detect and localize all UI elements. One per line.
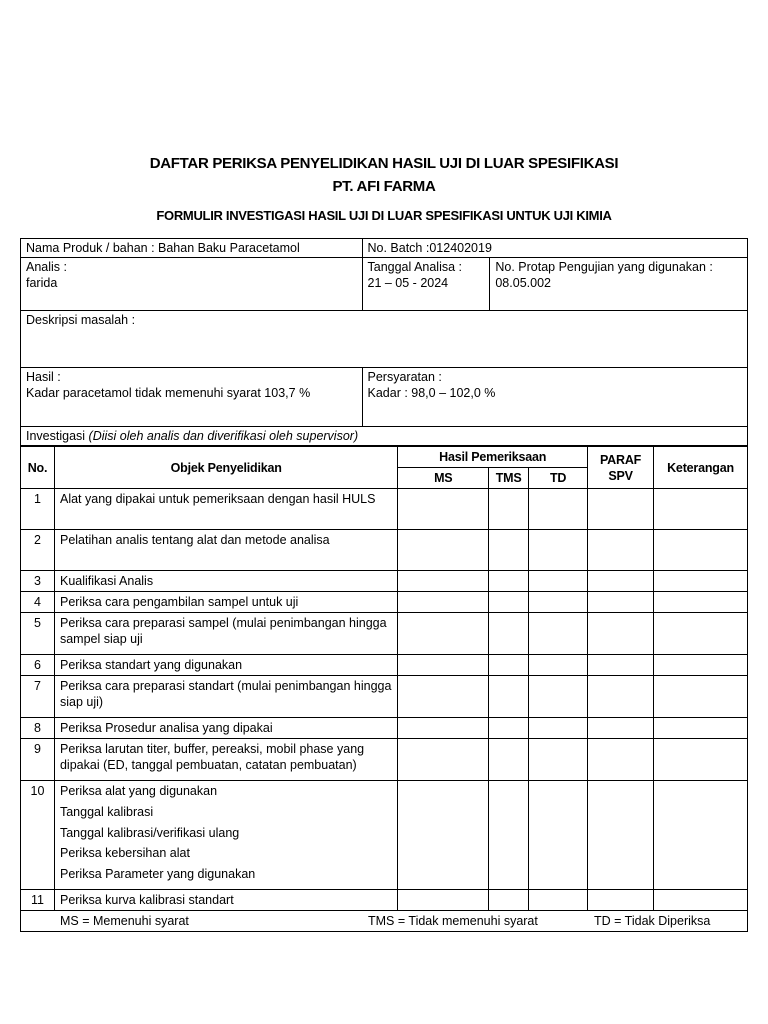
- hasil-label: Hasil :: [26, 370, 61, 384]
- analis-field: [21, 258, 363, 311]
- row-number: 8: [21, 718, 55, 739]
- keterangan-cell[interactable]: [654, 718, 748, 739]
- paraf-cell[interactable]: [588, 489, 654, 530]
- batch-field: No. Batch :012402019: [362, 239, 748, 258]
- td-cell[interactable]: [529, 613, 588, 655]
- row-number: 4: [21, 592, 55, 613]
- row-objek: Periksa cara preparasi sampel (mulai penimbangan hingga sampel siap uji: [54, 613, 397, 655]
- row-objek: Periksa cara preparasi standart (mulai penimbangan hingga siap uji): [54, 676, 397, 718]
- keterangan-cell[interactable]: [654, 676, 748, 718]
- persyaratan-label: Persyaratan :: [367, 370, 442, 384]
- keterangan-cell[interactable]: [654, 489, 748, 530]
- produk-field: Nama Produk / bahan : Bahan Baku Paracetamol: [21, 239, 363, 258]
- ms-cell[interactable]: [398, 530, 489, 571]
- row-sub-item: Periksa alat yang digunakan: [59, 784, 218, 798]
- legend-td: TD = Tidak Diperiksa: [594, 913, 711, 928]
- tms-cell[interactable]: [489, 781, 529, 890]
- row-objek: Periksa standart yang digunakan: [54, 655, 397, 676]
- td-cell[interactable]: [529, 489, 588, 530]
- col-hasil-header: Hasil Pemeriksaan: [398, 447, 588, 468]
- ms-cell[interactable]: [398, 655, 489, 676]
- paraf-label: PARAF SPV: [599, 452, 642, 483]
- persyaratan-value: Kadar : 98,0 – 102,0 %: [367, 386, 496, 400]
- tms-cell[interactable]: [489, 592, 529, 613]
- col-td-header: TD: [529, 468, 588, 489]
- col-keterangan-header: Keterangan: [654, 447, 748, 489]
- tms-cell[interactable]: [489, 676, 529, 718]
- row-sub-item: Tanggal kalibrasi: [59, 804, 154, 819]
- paraf-cell[interactable]: [588, 781, 654, 890]
- row-objek: Periksa Prosedur analisa yang dipakai: [54, 718, 397, 739]
- td-cell[interactable]: [529, 781, 588, 890]
- td-cell[interactable]: [529, 739, 588, 781]
- header-info-table: [20, 238, 748, 446]
- td-cell[interactable]: [529, 889, 588, 910]
- tanggal-value: 21 – 05 - 2024: [367, 276, 449, 290]
- protap-value: 08.05.002: [495, 276, 551, 290]
- col-tms-header: TMS: [489, 468, 529, 489]
- protap-label: No. Protap Pengujian yang digunakan :: [495, 260, 713, 274]
- table-row: [21, 889, 748, 910]
- company-name: PT. AFI FARMA: [332, 178, 436, 195]
- ms-cell[interactable]: [398, 571, 489, 592]
- ms-cell[interactable]: [398, 739, 489, 781]
- col-ms-header: MS: [398, 468, 489, 489]
- tms-cell[interactable]: [489, 530, 529, 571]
- deskripsi-label: Deskripsi masalah :: [26, 313, 136, 327]
- tms-cell[interactable]: [489, 739, 529, 781]
- paraf-cell[interactable]: [588, 655, 654, 676]
- table-row: [21, 718, 748, 739]
- row-objek: Pelatihan analis tentang alat dan metode analisa: [54, 530, 397, 571]
- row-sub-item: Periksa Parameter yang digunakan: [59, 867, 256, 882]
- paraf-cell[interactable]: [588, 718, 654, 739]
- col-paraf-header: [588, 447, 654, 489]
- paraf-cell[interactable]: [588, 613, 654, 655]
- tms-cell[interactable]: [489, 489, 529, 530]
- ms-cell[interactable]: [398, 676, 489, 718]
- document-title: DAFTAR PERIKSA PENYELIDIKAN HASIL UJI DI LUAR SPESIFIKASI: [149, 155, 619, 172]
- table-row: [21, 571, 748, 592]
- tms-cell[interactable]: [489, 655, 529, 676]
- paraf-cell[interactable]: [588, 676, 654, 718]
- row-number: 5: [21, 613, 55, 655]
- paraf-cell[interactable]: [588, 592, 654, 613]
- td-cell[interactable]: [529, 655, 588, 676]
- analis-label: Analis :: [26, 260, 67, 274]
- paraf-cell[interactable]: [588, 530, 654, 571]
- keterangan-cell[interactable]: [654, 889, 748, 910]
- table-row: [21, 592, 748, 613]
- row-number: 2: [21, 530, 55, 571]
- td-cell[interactable]: [529, 592, 588, 613]
- form-title: FORMULIR INVESTIGASI HASIL UJI DI LUAR SPESIFIKASI UNTUK UJI KIMIA: [156, 208, 612, 223]
- tms-cell[interactable]: [489, 718, 529, 739]
- table-row: [21, 530, 748, 571]
- keterangan-cell[interactable]: [654, 655, 748, 676]
- investigasi-note: (Diisi oleh analis dan diverifikasi oleh supervisor): [88, 429, 359, 443]
- hasil-field: [21, 368, 363, 427]
- row-number: 10: [21, 781, 55, 890]
- row-number: 1: [21, 489, 55, 530]
- col-no-header: No.: [21, 447, 55, 489]
- row-objek: Periksa larutan titer, buffer, pereaksi, mobil phase yang dipakai (ED, tanggal pembuatan, catatan pembuatan): [54, 739, 397, 781]
- col-objek-header: Objek Penyelidikan: [54, 447, 397, 489]
- ms-cell[interactable]: [398, 489, 489, 530]
- legend-row: [21, 910, 748, 931]
- td-cell[interactable]: [529, 676, 588, 718]
- keterangan-cell[interactable]: [654, 613, 748, 655]
- row-sub-item: Periksa kebersihan alat: [59, 846, 190, 861]
- tanggal-field: [362, 258, 490, 311]
- row-sub-item: Tanggal kalibrasi/verifikasi ulang: [59, 825, 240, 840]
- analis-value: farida: [26, 276, 58, 290]
- tanggal-label: Tanggal Analisa :: [367, 260, 463, 274]
- td-cell[interactable]: [529, 571, 588, 592]
- tms-cell[interactable]: [489, 613, 529, 655]
- row-number: 9: [21, 739, 55, 781]
- paraf-cell[interactable]: [588, 889, 654, 910]
- protap-field: [490, 258, 748, 311]
- table-row: [21, 655, 748, 676]
- paraf-cell[interactable]: [588, 571, 654, 592]
- hasil-value: Kadar paracetamol tidak memenuhi syarat 103,7 %: [26, 386, 311, 400]
- table-row: [21, 489, 748, 530]
- row-number: 7: [21, 676, 55, 718]
- row-objek: Periksa kurva kalibrasi standart: [54, 889, 397, 910]
- td-cell[interactable]: [529, 530, 588, 571]
- ms-cell[interactable]: [398, 781, 489, 890]
- td-cell[interactable]: [529, 718, 588, 739]
- table-row: [21, 676, 748, 718]
- table-row: [21, 613, 748, 655]
- tms-cell[interactable]: [489, 571, 529, 592]
- keterangan-cell[interactable]: [654, 739, 748, 781]
- ms-cell[interactable]: [398, 592, 489, 613]
- paraf-cell[interactable]: [588, 739, 654, 781]
- row-objek: Kualifikasi Analis: [54, 571, 397, 592]
- checklist-table: [20, 446, 748, 932]
- ms-cell[interactable]: [398, 613, 489, 655]
- ms-cell[interactable]: [398, 889, 489, 910]
- row-objek: [54, 781, 397, 890]
- persyaratan-field: [362, 368, 748, 427]
- keterangan-cell[interactable]: [654, 781, 748, 890]
- ms-cell[interactable]: [398, 718, 489, 739]
- legend-ms: MS = Memenuhi syarat: [60, 913, 189, 928]
- row-objek: Alat yang dipakai untuk pemeriksaan dengan hasil HULS: [54, 489, 397, 530]
- keterangan-cell[interactable]: [654, 592, 748, 613]
- row-objek: Periksa cara pengambilan sampel untuk uji: [54, 592, 397, 613]
- row-number: 11: [21, 889, 55, 910]
- legend-tms: TMS = Tidak memenuhi syarat: [368, 913, 538, 928]
- row-number: 6: [21, 655, 55, 676]
- table-row: [21, 781, 748, 890]
- keterangan-cell[interactable]: [654, 571, 748, 592]
- table-row: [21, 739, 748, 781]
- legend-cell: [21, 910, 748, 931]
- deskripsi-field: [21, 311, 748, 368]
- investigasi-row: [21, 427, 748, 446]
- investigasi-label: Investigasi: [26, 429, 86, 443]
- row-number: 3: [21, 571, 55, 592]
- tms-cell[interactable]: [489, 889, 529, 910]
- keterangan-cell[interactable]: [654, 530, 748, 571]
